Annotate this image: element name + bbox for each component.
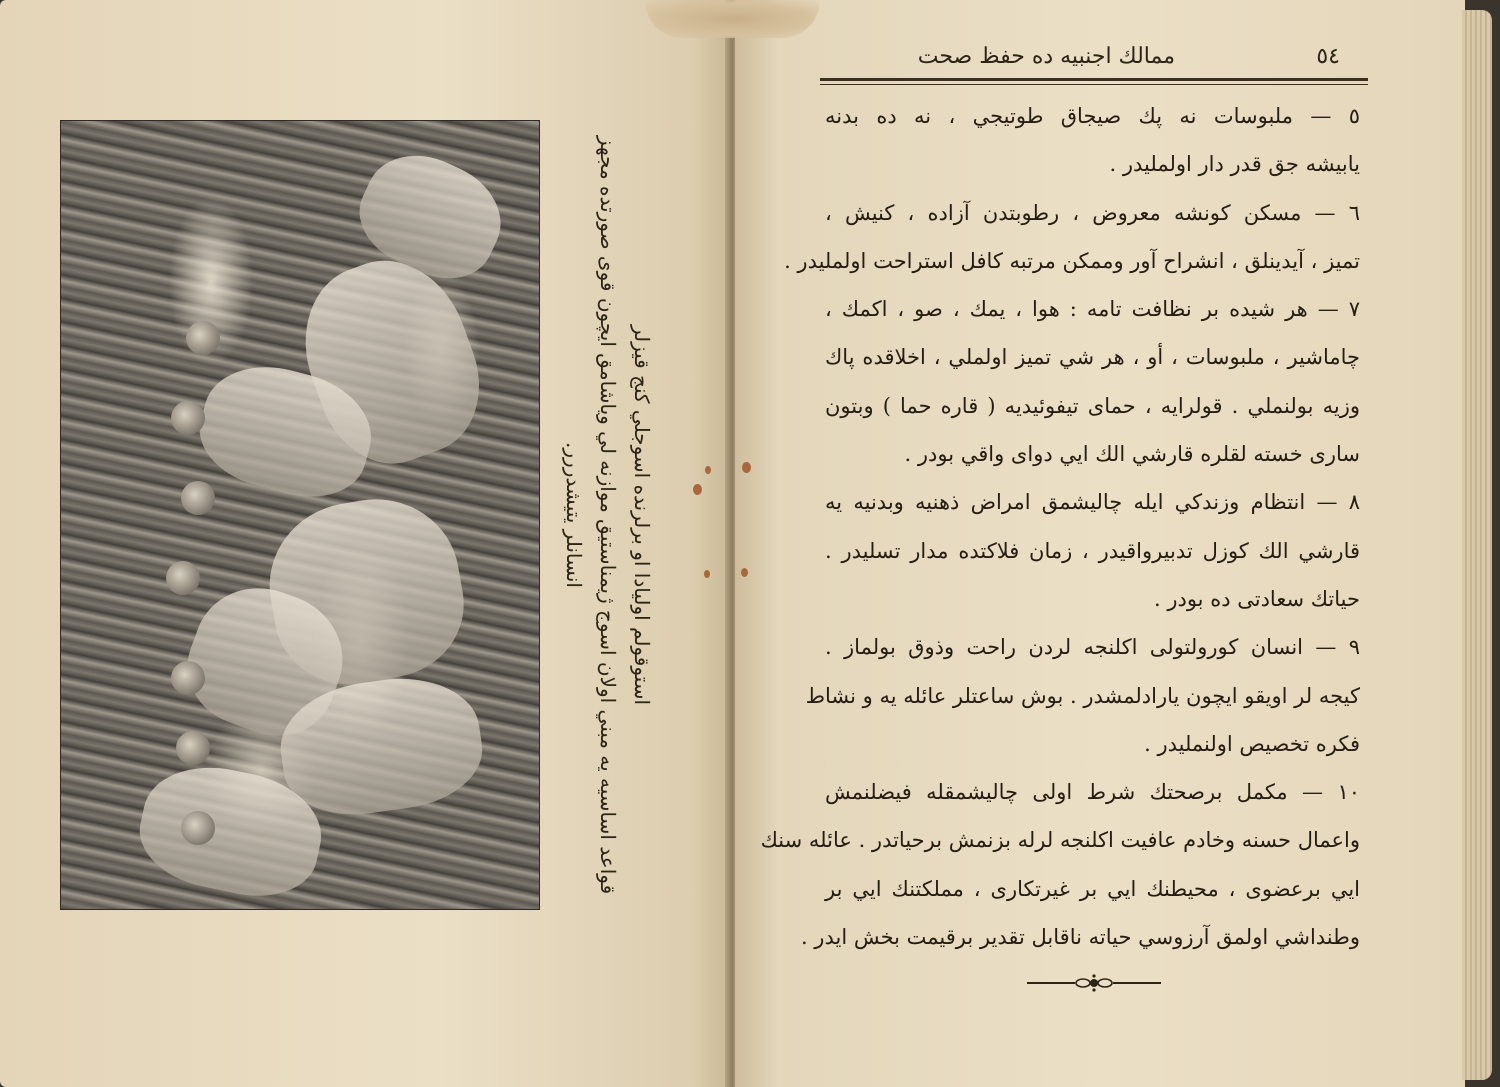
- text-line: چاماشير ، ملبوسات ، أو ، هر شي تميز اولملي ، اخلاقده پاك: [825, 345, 1360, 370]
- page-edges: [1462, 10, 1492, 1080]
- page-number: ٥٤: [1316, 44, 1340, 69]
- caption-line: قواعد اساسيه يه مبني اولان اسوج ژيمناستيق موازنه لي وياشامق ايچون قوى صورتده مجهز انسانلر يتيشدررر.: [562, 135, 620, 895]
- header-rule: [820, 78, 1368, 81]
- binding-hole: [741, 568, 748, 577]
- binding-hole: [693, 484, 702, 495]
- header-rule: [820, 84, 1368, 85]
- photo-caption: [548, 120, 668, 910]
- running-title: ممالك اجنبيه ده حفظ صحت: [917, 44, 1175, 69]
- paragraph-7: [825, 285, 1360, 478]
- binding-hole: [704, 570, 710, 578]
- paragraph-5: [825, 92, 1360, 189]
- binding-hole: [705, 466, 711, 474]
- page-header: [820, 40, 1365, 80]
- text-line: وطنداشي اولمق آرزوسي حياته ناقابل تقدير برقيمت بخش ايدر .: [800, 925, 1360, 950]
- text-line: واعمال حسنه وخادم عافيت اكلنجه لرله بزنمش برحياتدر . عائله سنك: [760, 828, 1360, 853]
- ornament-icon: [1025, 972, 1163, 994]
- text-line: ٧ — هر شيده بر نظافت تامه : هوا ، يمك ، صو ، اكمك ،: [825, 297, 1360, 322]
- caption-line: استوقولم اوليادا او برلرنده اسوجلي كنج قيزلر: [630, 324, 654, 706]
- text-line: قارشي الك كوزل تدبيرواقيدر ، زمان فلاكتده مدار تسليدر .: [825, 538, 1361, 563]
- text-line: سارى خسته لقلره قارشي الك ايي دواى واقي بودر .: [904, 442, 1360, 467]
- text-line: ٩ — انسان كورولتولى اكلنجه لردن راحت وذوق بولماز .: [825, 635, 1360, 660]
- text-line: كيجه لر اويقو ايچون يارادلمشدر . بوش ساعتلر عائله يه و نشاط: [805, 683, 1360, 708]
- text-line: ٨ — انتظام وزندكي ايله چاليشمق امراض ذهنيه وبدنيه يه: [825, 490, 1360, 515]
- paragraph-10: [760, 768, 1360, 961]
- photograph-gymnastics-girls: [60, 120, 540, 910]
- paragraph-9: [805, 623, 1360, 768]
- text-line: يابيشه جق قدر دار اولمليدر .: [1109, 152, 1360, 177]
- text-line: وزيه بولنملي . قولرايه ، حماى تيفوئيديه ( قاره حما ) وبتون: [825, 393, 1360, 418]
- text-line: ١٠ — مكمل برصحتك شرط اولى چاليشمقله فيضلنمش: [825, 780, 1360, 805]
- paragraph-8: [825, 478, 1360, 623]
- paper-stain: [645, 0, 820, 38]
- paragraph-6: [784, 189, 1360, 286]
- text-line: ٥ — ملبوسات نه پك صيجاق طوتيجي ، نه ده بدنه: [825, 104, 1360, 128]
- binding-hole: [742, 462, 751, 473]
- body-text: [760, 92, 1361, 961]
- text-line: حياتك سعادتى ده بودر .: [1153, 586, 1360, 611]
- text-line: ايي برعضوى ، محيطنك ايي بر غيرتكارى ، مملكتنك ايي بر: [825, 876, 1360, 901]
- text-line: ٦ — مسكن كونشه معروض ، رطوبتدن آزاده ، كنيش ،: [825, 200, 1360, 225]
- text-line: تميز ، آيدينلق ، انشراح آور وممكن مرتبه كافل استراحت اولمليدر .: [784, 248, 1360, 273]
- text-line: فكره تخصيص اولنمليدر .: [1144, 731, 1360, 756]
